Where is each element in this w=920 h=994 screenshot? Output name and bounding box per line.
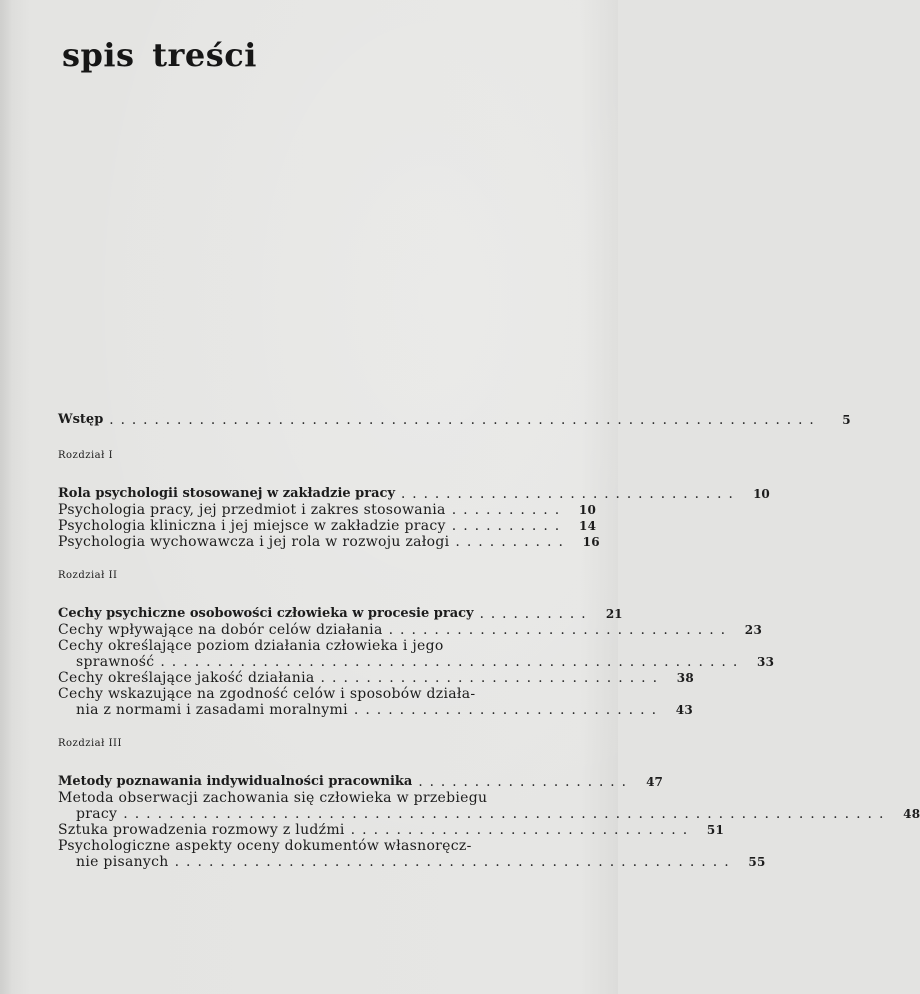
leader-dots: ..............................: [320, 670, 665, 686]
leader-dots: ..........: [451, 502, 567, 518]
toc-entry: [58, 670, 695, 686]
leader-dots: ..........: [479, 606, 593, 622]
toc-page-number: 38: [676, 671, 695, 685]
chapter-heading: [58, 606, 623, 622]
leader-dots: ...................................................: [160, 654, 745, 670]
chapter-heading: [58, 486, 770, 502]
leader-dots: ..............................: [401, 486, 740, 502]
toc-entry: [58, 534, 600, 550]
table-of-contents: [58, 412, 920, 870]
page-title: spis treści: [62, 36, 257, 74]
toc-page-number: 55: [748, 855, 766, 869]
toc-entry-label-cont: sprawność: [76, 654, 155, 670]
page-gutter-shadow: [0, 0, 12, 994]
toc-entry-label: Cechy wpływające na dobór celów działania: [58, 622, 383, 638]
toc-entry-label-cont: nie pisanych: [76, 854, 169, 870]
toc-entry: [58, 686, 694, 718]
toc-page-number: 33: [757, 655, 775, 669]
toc-entry-label: Rola psychologii stosowanej w zakładzie pracy: [58, 486, 396, 501]
toc-entry-intro: [58, 412, 851, 428]
toc-entry: [58, 502, 597, 518]
toc-page-number: 47: [646, 775, 663, 789]
toc-entry: [58, 822, 725, 838]
toc-entry-label-cont: nia z normami i zasadami moralnymi: [76, 702, 348, 718]
toc-entry-label: Psychologia wychowawcza i jej rola w rozwoju załogi: [58, 534, 450, 550]
toc-entry-label: Psychologia pracy, jej przedmiot i zakres stosowania: [58, 502, 446, 518]
toc-entry: [58, 638, 775, 670]
toc-entry-continuation: [58, 702, 694, 718]
leader-dots: ..............................: [350, 822, 695, 838]
toc-entry-label: Wstęp: [58, 412, 104, 427]
toc-page-number: 51: [706, 823, 725, 837]
toc-entry-label: Sztuka prowadzenia rozmowy z ludźmi: [58, 822, 345, 838]
toc-page-number: 16: [582, 535, 600, 549]
toc-page-number: 48: [903, 807, 920, 821]
toc-entry-label: Psychologia kliniczna i jej miejsce w zakładzie pracy: [58, 518, 446, 534]
toc-page-number: 14: [578, 519, 597, 533]
toc-entry-label: Metoda obserwacji zachowania się człowieka w przebiegu: [58, 790, 488, 806]
toc-page-number: 5: [842, 413, 851, 427]
chapter-label: Rozdział II: [58, 570, 118, 581]
chapter-label: Rozdział I: [58, 450, 114, 461]
leader-dots: ...................................................................: [123, 806, 891, 822]
toc-entry-label: Cechy wskazujące na zgodność celów i sposobów działa-: [58, 686, 476, 702]
chapter-heading: [58, 774, 663, 790]
leader-dots: ...................: [418, 774, 633, 790]
leader-dots: ..........: [455, 534, 570, 550]
chapter-label: Rozdział III: [58, 738, 122, 749]
toc-entry: [58, 838, 766, 870]
toc-entry: [58, 518, 597, 534]
toc-entry-label: Cechy określające poziom działania człowieka i jego: [58, 638, 444, 654]
toc-page-number: 23: [744, 623, 763, 637]
toc-entry-label: Metody poznawania indywidualności pracownika: [58, 774, 413, 789]
leader-dots: ..........: [451, 518, 567, 534]
toc-page-number: 43: [675, 703, 694, 717]
toc-page-number: 10: [578, 503, 597, 517]
toc-entry-continuation: [58, 854, 766, 870]
toc-entry-continuation: [58, 806, 920, 822]
leader-dots: .................................................: [174, 854, 736, 870]
toc-entry-label: Psychologiczne aspekty oceny dokumentów własnoręcz-: [58, 838, 472, 854]
toc-page-number: 10: [753, 487, 770, 501]
toc-entry-label-cont: pracy: [76, 806, 118, 822]
toc-entry: [58, 790, 920, 822]
leader-dots: ..............................: [388, 622, 733, 638]
toc-entry-label: Cechy psychiczne osobowości człowieka w procesie pracy: [58, 606, 474, 621]
leader-dots: ...........................: [353, 702, 664, 718]
leader-dots: ...............................................................: [109, 412, 821, 428]
toc-entry-label: Cechy określające jakość działania: [58, 670, 315, 686]
toc-entry: [58, 622, 763, 638]
toc-entry-continuation: [58, 654, 775, 670]
toc-page-number: 21: [605, 607, 623, 621]
